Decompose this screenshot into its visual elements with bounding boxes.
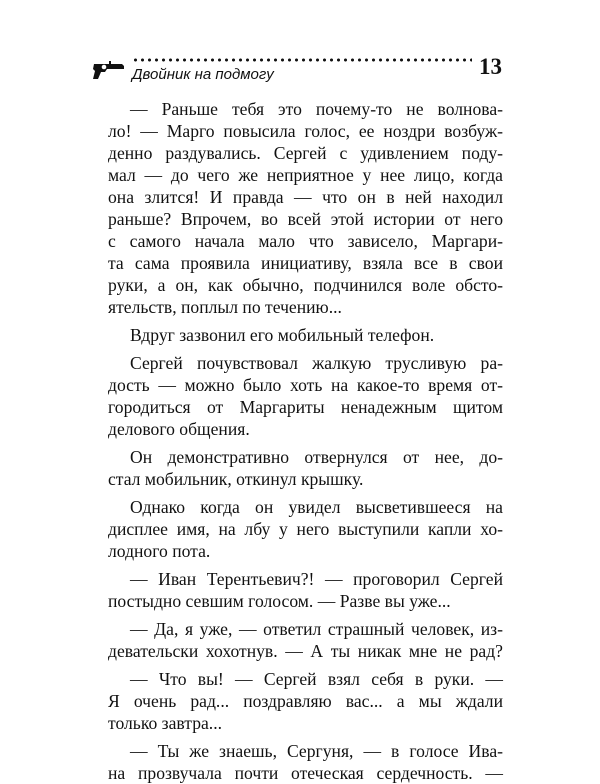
text-line: Я очень рад... поздравляю вас... а мы ждали <box>108 691 503 711</box>
text-line: дость — можно было хоть на какое-то время от- <box>108 375 503 395</box>
text-line: мал — до чего же неприятное у нее лицо, когда <box>108 165 503 185</box>
text-line: Однако когда он увидел высветившееся на <box>130 497 503 517</box>
page-number: 13 <box>479 54 502 79</box>
text-line: только завтра... <box>108 713 223 733</box>
text-line: Сергей почувствовал жалкую трусливую ра- <box>130 353 503 373</box>
text-line: ятельств, поплыл по течению... <box>108 297 342 317</box>
text-line: та сама проявила инициативу, взяла все в свои <box>108 253 503 273</box>
text-line: Он демонстративно отвернулся от нее, до- <box>130 447 503 467</box>
text-line: — Да, я уже, — ответил страшный человек, из- <box>130 619 503 639</box>
text-line: — Раньше тебя это почему-то не волнова- <box>130 99 503 119</box>
paragraph <box>108 98 503 318</box>
running-title: Двойник на подмогу <box>132 66 274 83</box>
text-line: делового общения. <box>108 419 250 439</box>
text-line: — Ты же знаешь, Сергуня, — в голосе Ива- <box>130 741 503 761</box>
dotted-rule <box>132 58 472 62</box>
text-line: — Иван Терентьевич?! — проговорил Сергей <box>130 569 503 589</box>
text-line: с самого начала мало что зависело, Маргари- <box>108 231 503 251</box>
paragraph <box>108 668 503 734</box>
text-line: — Что вы! — Сергей взял себя в руки. — <box>130 669 503 689</box>
text-line: стал мобильник, откинул крышку. <box>108 469 364 489</box>
text-line: постыдно севшим голосом. — Разве вы уже... <box>108 591 451 611</box>
text-line: на прозвучала почти отеческая сердечность. — <box>108 763 503 783</box>
text-line: ло! — Марго повысила голос, ее ноздри возбуж- <box>108 121 503 141</box>
text-line: раньше? Впрочем, во всей этой истории от него <box>108 209 503 229</box>
paragraph <box>108 446 503 490</box>
text-line: она злится! И правда — что он в ней находил <box>108 187 503 207</box>
text-line: Вдруг зазвонил его мобильный телефон. <box>130 325 435 345</box>
revolver-icon <box>92 60 126 80</box>
text-line: городиться от Маргариты ненадежным щитом <box>108 397 503 417</box>
text-line: лодного пота. <box>108 541 211 561</box>
paragraph <box>108 568 503 612</box>
paragraph <box>108 740 503 784</box>
text-line: дисплее имя, на лбу у него выступили капли хо- <box>108 519 503 539</box>
paragraph <box>108 496 503 562</box>
paragraph <box>108 352 503 440</box>
text-line: руки, а он, как обычно, подчинился воле обсто- <box>108 275 503 295</box>
paragraph <box>108 618 503 662</box>
paragraph <box>108 324 503 346</box>
text-line: денно раздувались. Сергей с удивлением поду- <box>108 143 503 163</box>
body-text <box>108 98 503 784</box>
text-line: девательски хохотнув. — А ты никак мне не рад? <box>108 641 503 661</box>
running-header <box>92 50 502 90</box>
